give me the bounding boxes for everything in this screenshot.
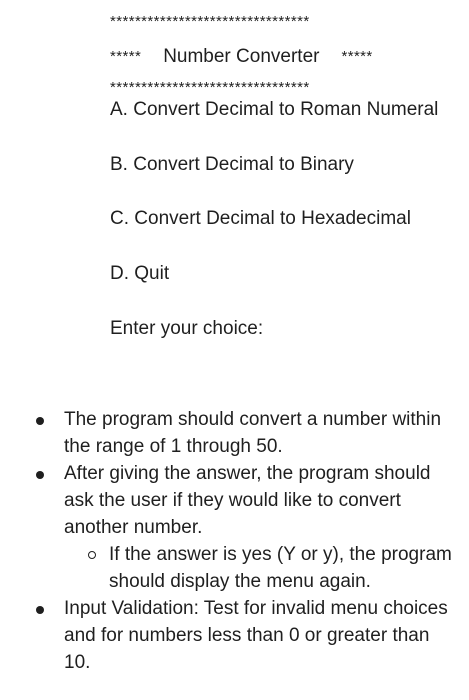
choice-prompt: Enter your choice: [110,318,264,339]
stars-bottom-border: ******************************** [110,79,310,96]
requirement-item [32,406,457,460]
requirement-item [32,460,457,595]
menu-option-b: B. Convert Decimal to Binary [110,154,354,175]
menu-title: Number Converter [163,46,320,67]
bullet-icon [36,471,44,479]
requirement-text: Input Validation: Test for invalid menu choices and for numbers less than 0 or greater than 10. [64,598,448,673]
title-left-stars: ***** [110,48,142,65]
menu-block [110,13,465,339]
menu-option-c: C. Convert Decimal to Hexadecimal [110,208,411,229]
requirements-list [32,406,457,676]
title-right-stars: ***** [341,48,373,65]
hollow-bullet-icon [88,551,96,559]
sub-requirement-text: If the answer is yes (Y or y), the program should display the menu again. [109,544,452,592]
menu-option-a: A. Convert Decimal to Roman Numeral [110,99,439,120]
menu-option-d: D. Quit [110,263,170,284]
bullet-icon [36,417,44,425]
requirement-text: The program should convert a number within the range of 1 through 50. [64,409,442,457]
sub-requirements-list [64,541,457,595]
requirement-text: After giving the answer, the program should ask the user if they would like to convert another number. [64,463,431,538]
bullet-icon [36,606,44,614]
stars-top-border: ******************************** [110,13,310,30]
menu-title-line [110,43,465,71]
sub-requirement-item [64,541,457,595]
requirement-item [32,595,457,676]
